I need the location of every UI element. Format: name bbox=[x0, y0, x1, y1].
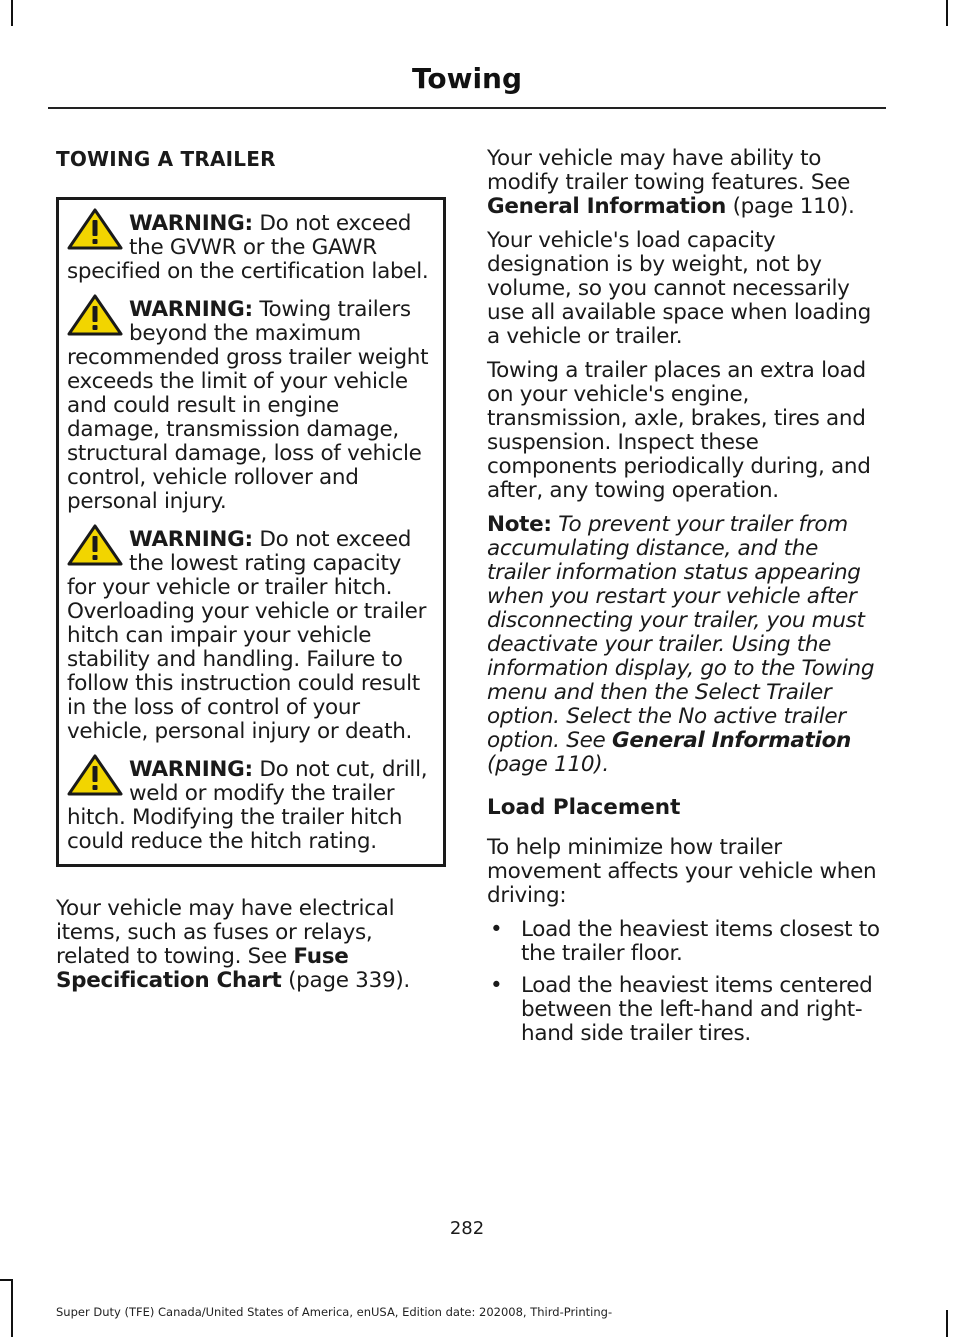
warning-label: WARNING: bbox=[129, 757, 253, 782]
note-text: (page 110). bbox=[487, 752, 609, 777]
page-title: Towing bbox=[411, 62, 523, 95]
section-title: TOWING A TRAILER bbox=[56, 147, 276, 171]
bullet-list bbox=[487, 918, 883, 1046]
header-divider bbox=[48, 107, 886, 109]
paragraph-text: Your vehicle may have ability to modify trailer towing features. See bbox=[487, 146, 851, 195]
warning-item bbox=[67, 298, 435, 514]
warning-triangle-icon bbox=[67, 754, 123, 796]
paragraph-text: (page 110). bbox=[726, 194, 855, 219]
warning-triangle-icon bbox=[67, 294, 123, 336]
warning-text: Towing trailers beyond the maximum recommended gross trailer weight exceeds the limit of your vehicle and could result in engine damage, transmission damage, structural damage, loss of vehicle control, vehicle rollover and personal injury. bbox=[67, 297, 429, 514]
paragraph-text: (page 339). bbox=[281, 968, 410, 993]
fuse-chart-link[interactable]: Fuse Specification Chart bbox=[56, 944, 349, 993]
note-paragraph bbox=[487, 513, 883, 777]
paragraph-text: Your vehicle may have electrical items, such as fuses or relays, related to towing. See bbox=[56, 896, 395, 969]
warning-triangle-icon bbox=[67, 208, 123, 250]
extra-load-paragraph: Towing a trailer places an extra load on your vehicle's engine, transmission, axle, brakes, tires and suspension. Inspect these components periodically during, and after, any towing operation. bbox=[487, 358, 871, 503]
crop-mark bbox=[11, 1279, 13, 1337]
warning-item bbox=[67, 758, 435, 854]
warning-item bbox=[67, 528, 435, 744]
crop-mark bbox=[11, 0, 13, 26]
electrical-items-paragraph bbox=[56, 897, 446, 993]
warning-triangle-icon bbox=[67, 524, 123, 566]
warning-item bbox=[67, 212, 435, 284]
warning-text: Do not exceed the lowest rating capacity for your vehicle or trailer hitch. Overloading your vehicle or trailer hitch can impair your vehicle stability and handling. Failure to follow this instruction could result in the loss of control of your vehicle, personal injury or death. bbox=[67, 527, 427, 744]
load-placement-heading: Load Placement bbox=[487, 795, 681, 820]
list-item-text: Load the heaviest items centered between the left-hand and right-hand side trailer tires. bbox=[521, 973, 873, 1046]
warning-text: Do not exceed the GVWR or the GAWR specified on the certification label. bbox=[67, 211, 429, 284]
warning-label: WARNING: bbox=[129, 211, 253, 236]
load-capacity-paragraph: Your vehicle's load capacity designation is by weight, not by volume, so you cannot necessarily use all available space when loading a vehicle or trailer. bbox=[487, 228, 871, 349]
towing-features-paragraph bbox=[487, 147, 883, 219]
warning-label: WARNING: bbox=[129, 527, 253, 552]
crop-mark bbox=[0, 1279, 13, 1281]
crop-mark bbox=[946, 1310, 948, 1337]
footer-edition-info: Super Duty (TFE) Canada/United States of America, enUSA, Edition date: 202008, Third-Printing- bbox=[56, 1305, 613, 1319]
general-information-link[interactable]: General Information bbox=[612, 728, 852, 753]
warning-text: Do not cut, drill, weld or modify the trailer hitch. Modifying the trailer hitch could reduce the hitch rating. bbox=[67, 757, 428, 854]
left-column bbox=[56, 147, 446, 1003]
note-text: To prevent your trailer from accumulating distance, and the trailer information status appearing when you restart your vehicle after disconnecting your trailer, you must deactivate your trailer. Using the information display, go to the Towing menu and then the Select Trailer option. Select the No active trailer option. See bbox=[487, 512, 875, 753]
list-item bbox=[487, 918, 883, 966]
list-item bbox=[487, 974, 883, 1046]
list-item-text: Load the heaviest items closest to the trailer floor. bbox=[521, 917, 880, 966]
general-information-link[interactable]: General Information bbox=[487, 194, 727, 219]
warning-label: WARNING: bbox=[129, 297, 253, 322]
crop-mark bbox=[946, 0, 948, 26]
right-column bbox=[487, 147, 883, 1054]
page-number: 282 bbox=[449, 1218, 485, 1239]
warning-box bbox=[56, 197, 446, 867]
load-placement-paragraph: To help minimize how trailer movement affects your vehicle when driving: bbox=[487, 835, 877, 908]
bullet-icon: • bbox=[490, 973, 503, 998]
bullet-icon: • bbox=[490, 917, 503, 942]
note-label: Note: bbox=[487, 512, 552, 537]
